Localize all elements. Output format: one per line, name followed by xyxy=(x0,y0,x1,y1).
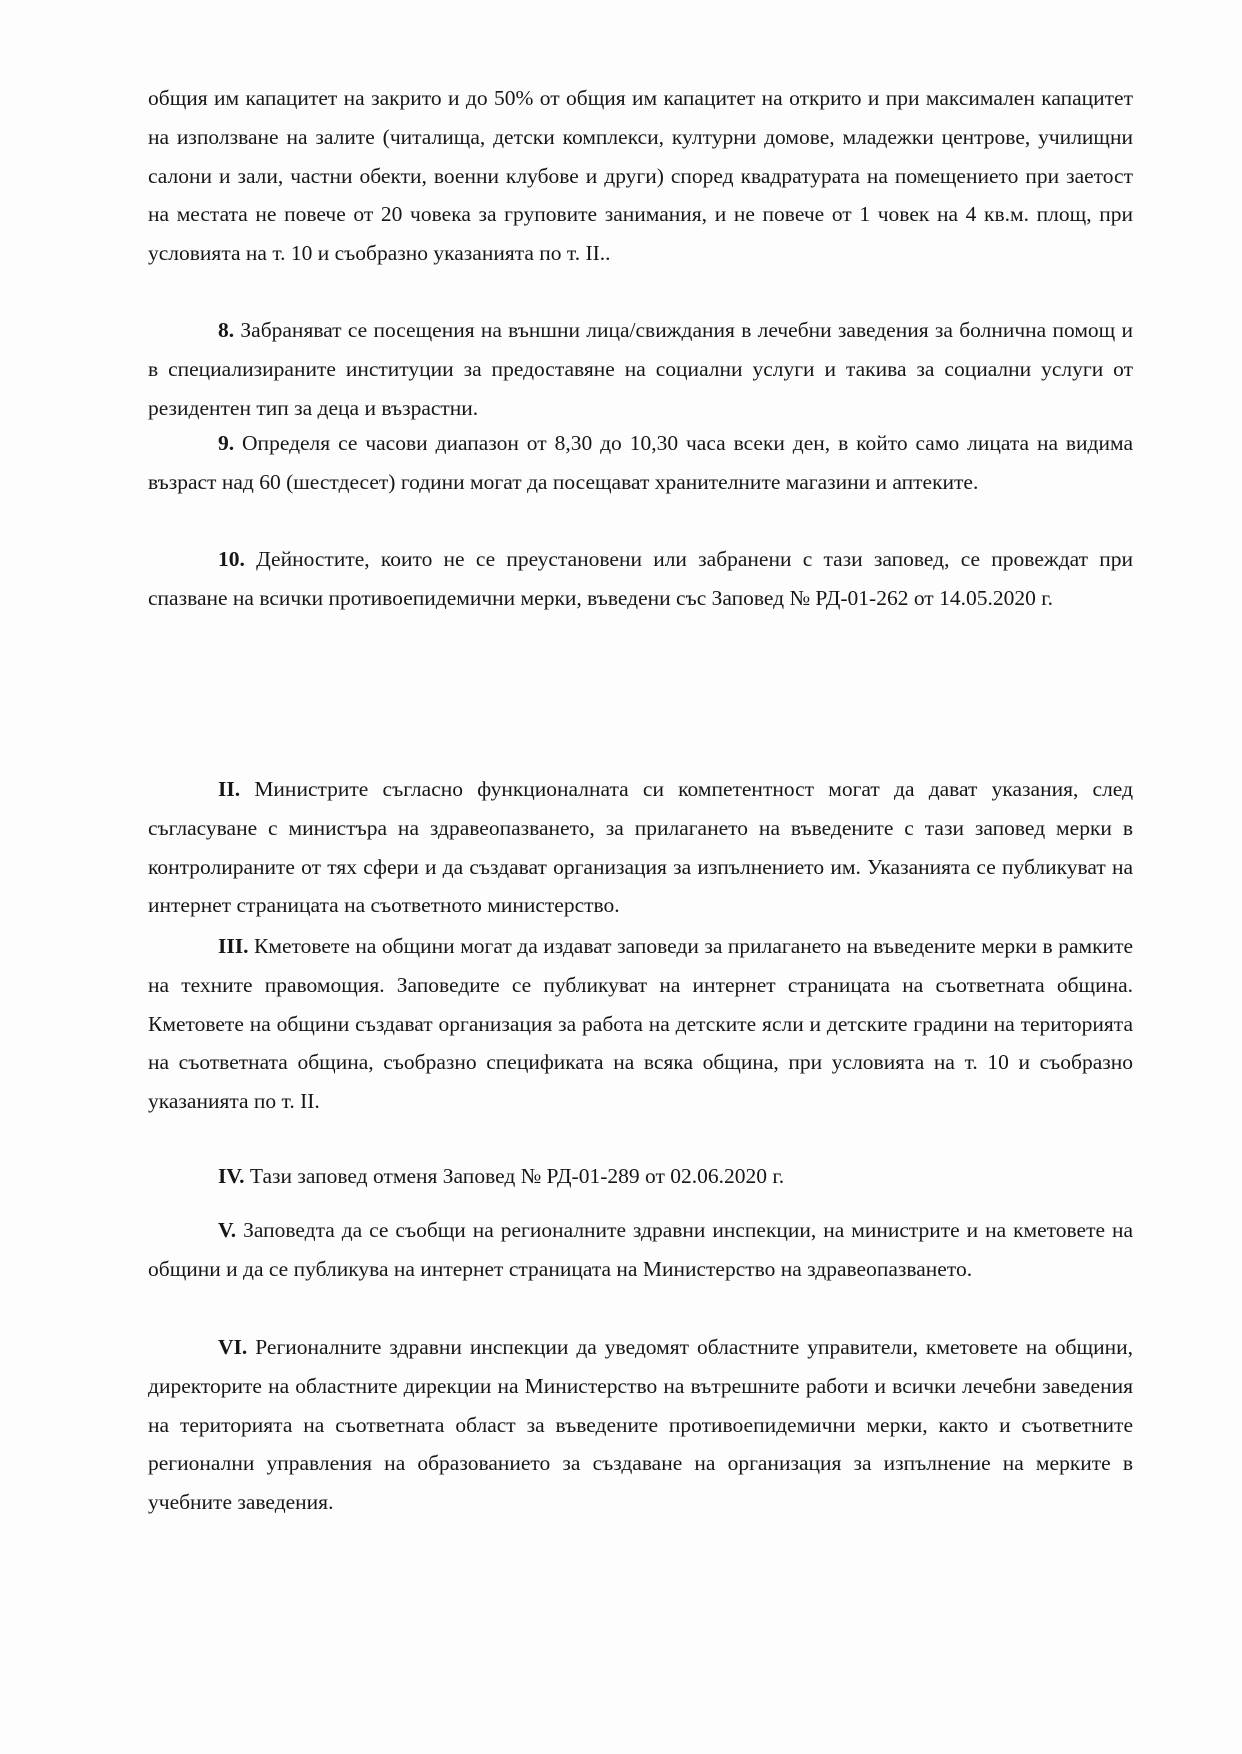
paragraph-text: Кметовете на общини могат да издават заповеди за прилагането на въведените мерки в рамките на техните правомощия. Заповедите се публикуват на интернет страницата на съответната община. Кметовете на общини създават организация за работа на детските ясли и детските градини на територията на съответната община, съобразно спецификата на всяка община, при условията на т. 10 и съобразно указанията по т. II. xyxy=(148,934,1134,1114)
paragraph-text: Министрите съгласно функционалната си компетентност могат да дават указания, след съгласуване с министъра на здравеопазването, за прилагането на въведените с тази заповед мерки в контролираните от тях сфери и да създават организация за изпълнението им. Указанията се публикуват на интернет страницата на съответното министерство. xyxy=(148,777,1134,918)
paragraph-continuation xyxy=(148,79,1133,273)
paragraph-number: 8. xyxy=(218,318,235,342)
paragraph-8 xyxy=(148,311,1133,427)
paragraph-IV xyxy=(148,1157,1133,1196)
paragraph-VI xyxy=(148,1328,1133,1522)
paragraph-number: VI. xyxy=(218,1335,248,1359)
paragraph-text: Тази заповед отменя Заповед № РД-01-289 от 02.06.2020 г. xyxy=(249,1164,785,1188)
paragraph-number: IV. xyxy=(218,1164,245,1188)
paragraph-III xyxy=(148,927,1133,1121)
paragraph-text: Заповедта да се съобщи на регионалните здравни инспекции, на министрите и на кметовете на общини и да се публикува на интернет страницата на Министерство на здравеопазването. xyxy=(148,1218,1134,1281)
paragraph-II xyxy=(148,770,1133,925)
paragraph-number: II. xyxy=(218,777,241,801)
paragraph-number: III. xyxy=(218,934,249,958)
paragraph-number: 9. xyxy=(218,431,235,455)
paragraph-number: 10. xyxy=(218,547,245,571)
paragraph-V xyxy=(148,1211,1133,1289)
paragraph-text: общия им капацитет на закрито и до 50% от общия им капацитет на открито и при максимален капацитет на използване на залите (читалища, детски комплекси, културни домове, младежки центрове, училищни салони и зали, частни обекти, военни клубове и други) според квадратурата на помещението при заетост на местата не повече от 20 човека за груповите занимания, и не повече от 1 човек на 4 кв.м. площ, при условията на т. 10 и съобразно указанията по т. II.. xyxy=(148,86,1133,266)
paragraph-9 xyxy=(148,424,1133,502)
paragraph-text: Регионалните здравни инспекции да уведомят областните управители, кметовете на общини, директорите на областните дирекции на Министерство на вътрешните работи и всички лечебни заведения на територията на съответната област за въведените противоепидемични мерки, както и съответните регионални управления на образованието за създаване на организация за изпълнение на мерките в учебните заведения. xyxy=(148,1335,1133,1515)
paragraph-10 xyxy=(148,540,1133,618)
paragraph-text: Определя се часови диапазон от 8,30 до 10,30 часа всеки ден, в който само лицата на видима възраст над 60 (шестдесет) години могат да посещават хранителните магазини и аптеките. xyxy=(148,431,1133,494)
paragraph-number: V. xyxy=(218,1218,237,1242)
paragraph-text: Забраняват се посещения на външни лица/свиждания в лечебни заведения за болнична помощ и в специализираните институции за предоставяне на социални услуги и такива за социални услуги от резидентен тип за деца и възрастни. xyxy=(148,318,1133,420)
paragraph-text: Дейностите, които не се преустановени или забранени с тази заповед, се провеждат при спазване на всички противоепидемични мерки, въведени със Заповед № РД-01-262 от 14.05.2020 г. xyxy=(148,547,1134,610)
